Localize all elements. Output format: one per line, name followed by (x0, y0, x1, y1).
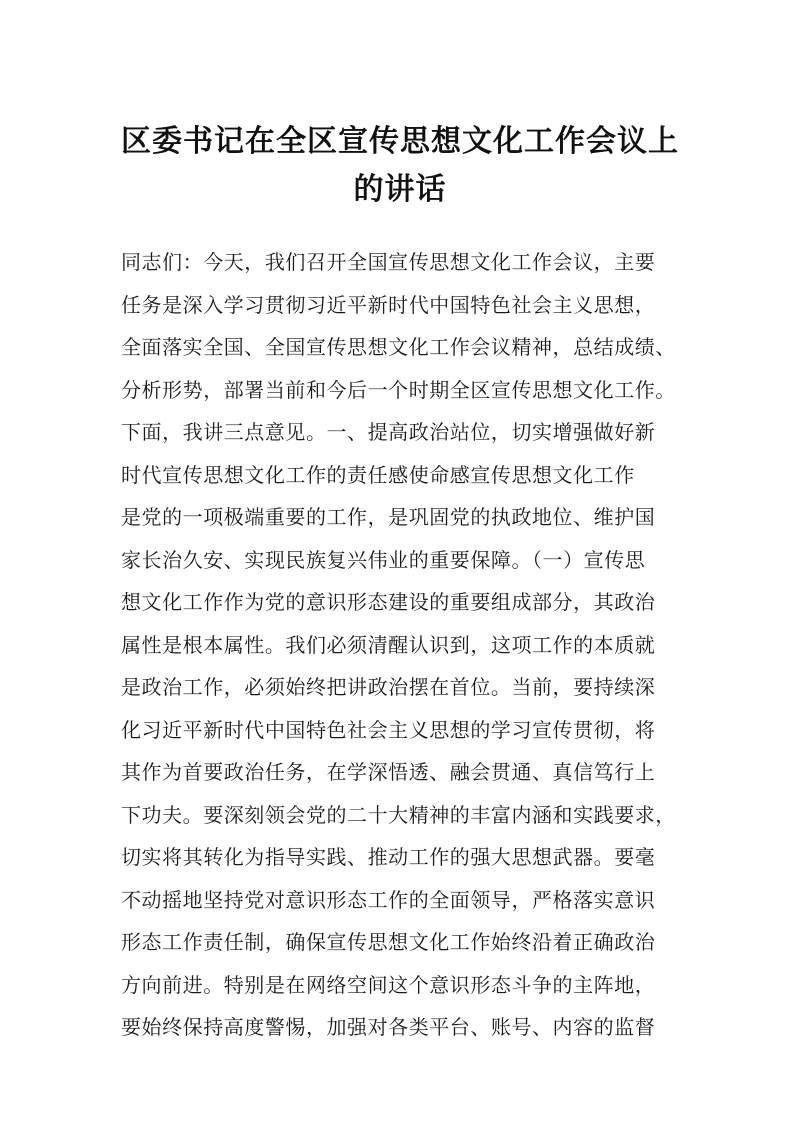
body-line: 全面落实全国、全国宣传思想文化工作会议精神，总结成绩、 (121, 335, 676, 359)
body-line: 形态工作责任制，确保宣传思想文化工作始终沿着正确政治 (121, 930, 656, 954)
body-line: 下功夫。要深刻领会党的二十大精神的丰富内涵和实践要求， (121, 802, 676, 827)
body-line: 化习近平新时代中国特色社会主义思想的学习宣传贯彻，将 (121, 717, 656, 742)
body-line: 下面，我讲三点意见。一、提高政治站位，切实增强做好新 (121, 420, 656, 444)
body-line: 要始终保持高度警惕，加强对各类平台、账号、内容的监督 (121, 1015, 656, 1039)
title-line: 区委书记在全区宣传思想文化工作会议上 (121, 124, 679, 159)
body-line: 时代宣传思想文化工作的责任感使命感宣传思想文化工作 (121, 462, 635, 487)
body-line: 属性是根本属性。我们必须清醒认识到，这项工作的本质就 (121, 632, 656, 657)
document-title (100, 118, 700, 214)
body-line: 分析形势，部署当前和今后一个时期全区宣传思想文化工作。 (121, 377, 676, 402)
title-line: 的讲话 (353, 172, 447, 207)
body-line: 同志们：今天，我们召开全国宣传思想文化工作会议，主要 (121, 250, 656, 274)
body-line: 想文化工作作为党的意识形态建设的重要组成部分，其政治 (121, 590, 656, 614)
body-line: 家长治久安、实现民族复兴伟业的重要保障。（一）宣传思 (121, 547, 646, 572)
body-line: 方向前进。特别是在网络空间这个意识形态斗争的主阵地， (121, 972, 656, 997)
body-line: 任务是深入学习贯彻习近平新时代中国特色社会主义思想， (121, 292, 656, 317)
body-line: 切实将其转化为指导实践、推动工作的强大思想武器。要毫 (121, 845, 656, 869)
document-body (121, 241, 681, 1049)
body-line: 是党的一项极端重要的工作，是巩固党的执政地位、维护国 (121, 505, 656, 529)
body-line: 不动摇地坚持党对意识形态工作的全面领导，严格落实意识 (121, 887, 656, 912)
body-line: 是政治工作，必须始终把讲政治摆在首位。当前，要持续深 (121, 675, 656, 699)
body-line: 其作为首要政治任务，在学深悟透、融会贯通、真信笃行上 (121, 760, 656, 784)
